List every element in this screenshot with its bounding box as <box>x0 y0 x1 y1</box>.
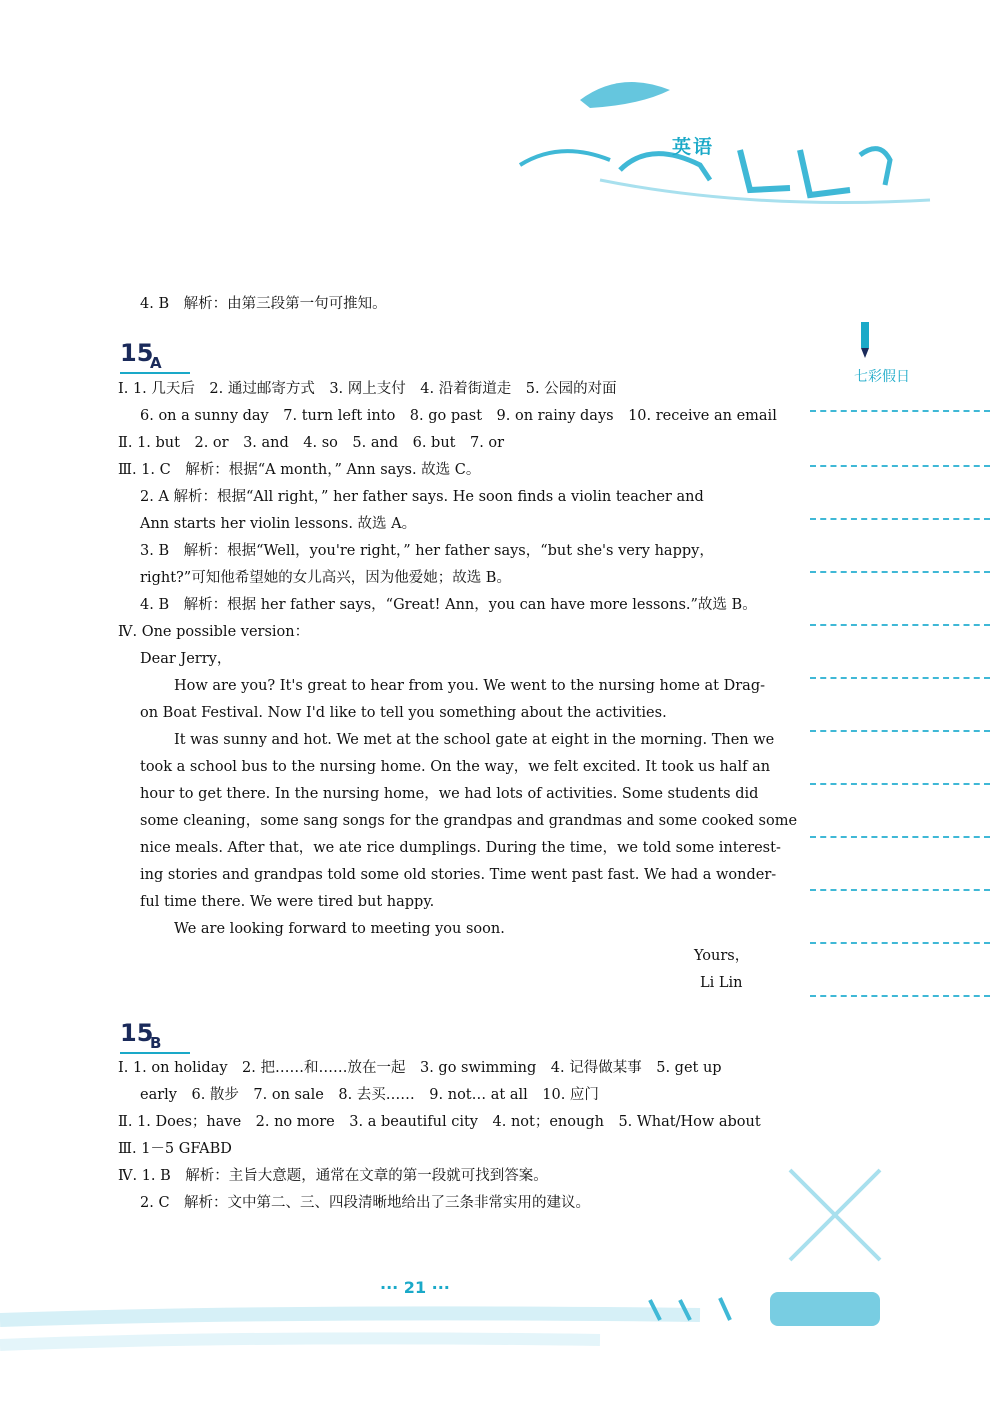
note-line <box>810 518 990 520</box>
note-line <box>810 783 990 785</box>
letter-closing: Yours， <box>694 948 750 964</box>
answer-line: Ⅳ. One possible version： <box>118 624 310 640</box>
letter-line: on Boat Festival. Now I'd like to tell you something about the activities. <box>140 705 667 721</box>
letter-line: nice meals. After that，we ate rice dumplings. During the time，we told some interest- <box>140 840 781 856</box>
note-line <box>810 836 990 838</box>
header-title: 英语 <box>672 136 715 158</box>
pencil-icon <box>850 320 880 360</box>
answer-line: right?”可知他希望她的女儿高兴，因为他爱她；故选 B。 <box>140 570 511 586</box>
answer-line: Ⅱ. 1. but 2. or 3. and 4. so 5. and 6. but 7. or <box>118 435 505 451</box>
answer-line: early 6. 散步 7. on sale 8. 去买…… 9. not… at all 10. 应门 <box>140 1087 599 1103</box>
note-line <box>810 410 990 412</box>
answer-line: Ⅰ. 1. 几天后 2. 通过邮寄方式 3. 网上支付 4. 沿着街道走 5. 公园的对面 <box>118 381 617 397</box>
section-underline <box>120 1052 190 1054</box>
answer-line: 6. on a sunny day 7. turn left into 8. go past 9. on rainy days 10. receive an email <box>140 408 777 424</box>
sidebar-label: 七彩假日 <box>854 369 910 385</box>
footer-decoration <box>0 1290 1000 1407</box>
answer-line: 4. B 解析：根据 her father says，“Great! Ann，you can have more lessons.”故选 B。 <box>140 597 757 613</box>
section-letter: A <box>150 354 162 372</box>
answer-line: 3. B 解析：根据“Well，you're right，” her father says，“but she's very happy， <box>140 543 714 559</box>
letter-line: some cleaning，some sang songs for the grandpas and grandmas and some cooked some <box>140 813 798 829</box>
decorative-figure <box>780 1160 890 1270</box>
answer-line: 2. A 解析：根据“All right，” her father says. He soon finds a violin teacher and <box>140 489 704 505</box>
answer-line: Ⅳ. 1. B 解析：主旨大意题，通常在文章的第一段就可找到答案。 <box>118 1168 548 1184</box>
letter-line: took a school bus to the nursing home. On the way，we felt excited. It took us half an <box>140 759 771 775</box>
note-line <box>810 571 990 573</box>
note-line <box>810 995 990 997</box>
letter-line: hour to get there. In the nursing home，we had lots of activities. Some students did <box>140 786 759 802</box>
letter-line: How are you? It's great to hear from you. We went to the nursing home at Drag- <box>174 678 765 694</box>
answer-line: Ⅲ. 1－5 GFABD <box>118 1141 232 1157</box>
note-line <box>810 942 990 944</box>
section-letter: B <box>150 1034 162 1052</box>
section-badge-15b <box>112 1010 192 1056</box>
page-number: ··· 21 ··· <box>380 1278 450 1297</box>
section-number: 15 <box>120 339 154 367</box>
letter-signature: Li Lin <box>700 975 743 991</box>
answer-line: Ⅰ. 1. on holiday 2. 把……和……放在一起 3. go swimming 4. 记得做某事 5. get up <box>118 1060 722 1076</box>
note-line <box>810 624 990 626</box>
answer-line: 4. B 解析：由第三段第一句可推知。 <box>140 296 387 312</box>
answer-line: Ann starts her violin lessons. 故选 A。 <box>140 516 417 532</box>
letter-line: ful time there. We were tired but happy. <box>140 894 435 910</box>
letter-greeting: Dear Jerry， <box>140 651 232 667</box>
answer-line: Ⅲ. 1. C 解析：根据“A month，” Ann says. 故选 C。 <box>118 462 481 478</box>
letter-line: It was sunny and hot. We met at the school gate at eight in the morning. Then we <box>174 732 775 748</box>
letter-line: ing stories and grandpas told some old stories. Time went past fast. We had a wonder- <box>140 867 777 883</box>
section-underline <box>120 372 190 374</box>
answer-line: 2. C 解析：文中第二、三、四段清晰地给出了三条非常实用的建议。 <box>140 1195 591 1211</box>
section-number: 15 <box>120 1019 154 1047</box>
section-badge-15a <box>112 330 192 376</box>
letter-line: We are looking forward to meeting you soon. <box>174 921 505 937</box>
header-decoration <box>500 70 940 220</box>
answer-line: Ⅱ. 1. Does；have 2. no more 3. a beautiful city 4. not；enough 5. What/How about <box>118 1114 761 1130</box>
note-line <box>810 889 990 891</box>
note-line <box>810 730 990 732</box>
note-line <box>810 677 990 679</box>
note-line <box>810 465 990 467</box>
